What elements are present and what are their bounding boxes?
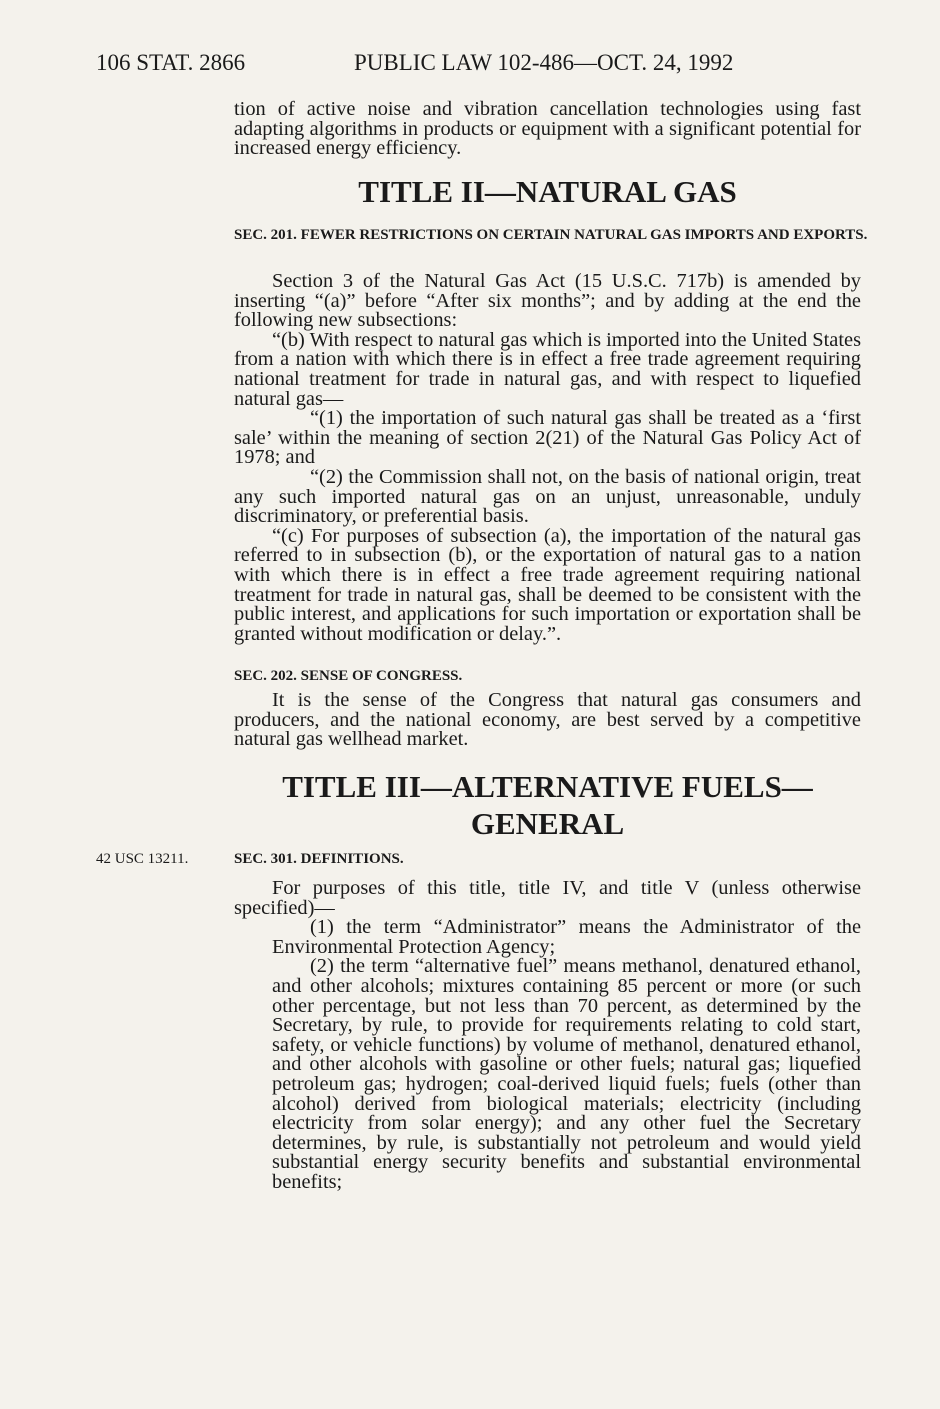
subsection-b: “(b) With respect to natural gas which is imported into the United States from a nation with which there is in effect a free trade agreement requiring national treatment for trade in natural gas, and with respect to liquefied natural gas— [234,328,861,410]
subsection-c: “(c) For purposes of subsection (a), the importation of the natural gas referred to in subsection (b), or the exportation of natural gas to a nation with which there is in effect a free trade agreement requiring national treatment for trade in natural gas, shall be deemed to be consistent with the public interest, and applications for such importation or exportation shall be granted without modification or delay.”. [234,524,861,645]
title-ii-heading: TITLE II—NATURAL GAS [358,174,737,209]
sec-301-heading: SEC. 301. DEFINITIONS. [234,851,404,867]
sec-301-body [234,879,861,1193]
continuation-text [234,100,861,159]
sec-202-heading: SEC. 202. SENSE OF CONGRESS. [234,668,463,684]
title-iii-line-2: GENERAL [470,806,625,841]
sec-201-intro: Section 3 of the Natural Gas Act (15 U.S.C. 717b) is amended by inserting “(a)” before “After six months”; and by adding at the end the following new subsections: [234,270,861,332]
sec-301-intro: For purposes of this title, title IV, and title V (unless otherwise specified)— [234,877,861,919]
sec-202-text: It is the sense of the Congress that natural gas consumers and producers, and the national economy, are best served by a competitive natural gas wellhead market. [234,689,861,751]
page-header [96,50,856,80]
statute-page-number: 106 STAT. 2866 [96,50,246,75]
definition-1: (1) the term “Administrator” means the Administrator of the Environmental Protection Agency; [272,916,861,958]
margin-citation: 42 USC 13211. [96,851,189,867]
public-law-citation: PUBLIC LAW 102-486—OCT. 24, 1992 [354,50,734,75]
definition-2: (2) the term “alternative fuel” means methanol, denatured ethanol, and other alcohols; mixtures containing 85 percent or more (or such other percentage, but not less than 70 percent, as determined by the Secretary, by rule, to provide for requirements relating to cold start, safety, or vehicle functions) by volume of methanol, denatured ethanol, and other alcohols with gasoline or other fuels; natural gas; liquefied petroleum gas; hydrogen; coal-derived liquid fuels; fuels (other than alcohol) derived from biological materials; electricity (including electricity from solar energy); and any other fuel the Secretary determines, by rule, is substantially not petroleum and would yield substantial energy security benefits and substantial environmental benefits; [272,955,861,1193]
subsection-b-1: “(1) the importation of such natural gas shall be treated as a ‘first sale’ within the meaning of section 2(21) of the Natural Gas Policy Act of 1978; and [234,407,861,469]
title-iii-heading [234,768,861,842]
continuation-paragraph: tion of active noise and vibration cancellation technologies using fast adapting algorithms in products or equipment with a significant potential for increased energy efficiency. [234,98,861,160]
sec-201-body [234,272,861,644]
sec-201-heading: SEC. 201. FEWER RESTRICTIONS ON CERTAIN NATURAL GAS IMPORTS AND EXPORTS. [234,227,868,243]
sec-202-body [234,691,861,750]
subsection-b-2: “(2) the Commission shall not, on the basis of national origin, treat any such imported natural gas on an unjust, unreasonable, unduly discriminatory, or preferential basis. [234,465,861,528]
title-iii-line-1: TITLE III—ALTERNATIVE FUELS— [282,769,813,804]
